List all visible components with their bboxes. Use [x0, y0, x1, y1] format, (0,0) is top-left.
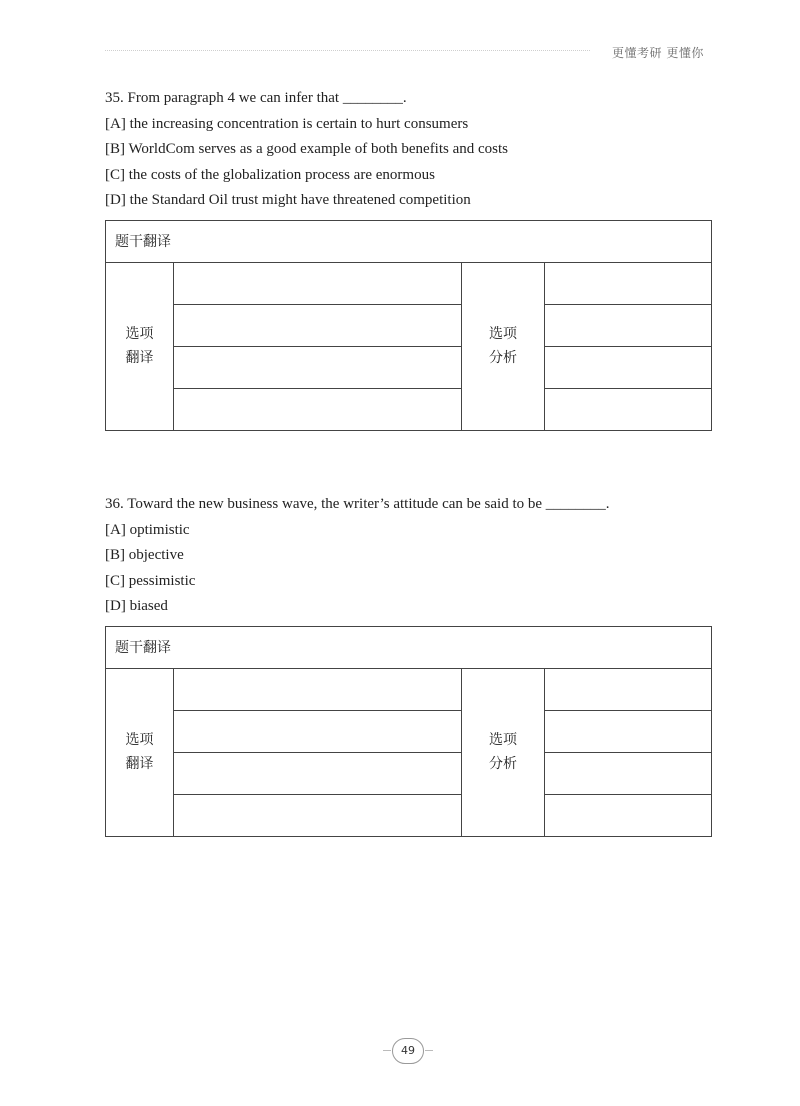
- analysis-cell[interactable]: [545, 752, 712, 794]
- option-analysis-label: 选项 分析: [462, 668, 545, 836]
- stem-translation-cell[interactable]: [106, 220, 712, 262]
- analysis-cell[interactable]: [545, 346, 712, 388]
- stem-translation-label: 题干翻译: [115, 234, 171, 250]
- question-stem: 36. Toward the new business wave, the writer’s attitude can be said to be ________.: [105, 496, 610, 512]
- page-number: 49: [392, 1038, 424, 1064]
- translation-cell[interactable]: [174, 710, 462, 752]
- answer-table: [105, 626, 712, 837]
- option-analysis-label: 选项 分析: [462, 262, 545, 430]
- question-stem: 35. From paragraph 4 we can infer that ________.: [105, 90, 407, 106]
- stem-translation-label: 题干翻译: [115, 640, 171, 656]
- analysis-cell[interactable]: [545, 388, 712, 430]
- question-35: [105, 86, 715, 431]
- analysis-cell[interactable]: [545, 710, 712, 752]
- analysis-cell[interactable]: [545, 794, 712, 836]
- translation-cell[interactable]: [174, 388, 462, 430]
- header-slogan: 更懂考研 更懂你: [612, 46, 704, 60]
- option-d: [D] biased: [105, 598, 168, 614]
- translation-cell[interactable]: [174, 262, 462, 304]
- translation-cell[interactable]: [174, 304, 462, 346]
- option-translation-label: 选项 翻译: [106, 262, 174, 430]
- stem-translation-cell[interactable]: [106, 626, 712, 668]
- option-c: [C] the costs of the globalization process are enormous: [105, 166, 435, 183]
- option-a: [A] the increasing concentration is certain to hurt consumers: [105, 115, 469, 132]
- analysis-cell[interactable]: [545, 668, 712, 710]
- option-d: [D] the Standard Oil trust might have threatened competition: [105, 192, 471, 208]
- option-a: [A] optimistic: [105, 521, 190, 538]
- question-36: [105, 492, 715, 837]
- option-b: [B] WorldCom serves as a good example of both benefits and costs: [105, 141, 509, 157]
- option-translation-label: 选项 翻译: [106, 668, 174, 836]
- translation-cell[interactable]: [174, 668, 462, 710]
- translation-cell[interactable]: [174, 794, 462, 836]
- option-b: [B] objective: [105, 547, 184, 563]
- header-divider: [105, 50, 590, 51]
- analysis-cell[interactable]: [545, 262, 712, 304]
- answer-table: [105, 220, 712, 431]
- option-c: [C] pessimistic: [105, 572, 196, 589]
- translation-cell[interactable]: [174, 752, 462, 794]
- analysis-cell[interactable]: [545, 304, 712, 346]
- translation-cell[interactable]: [174, 346, 462, 388]
